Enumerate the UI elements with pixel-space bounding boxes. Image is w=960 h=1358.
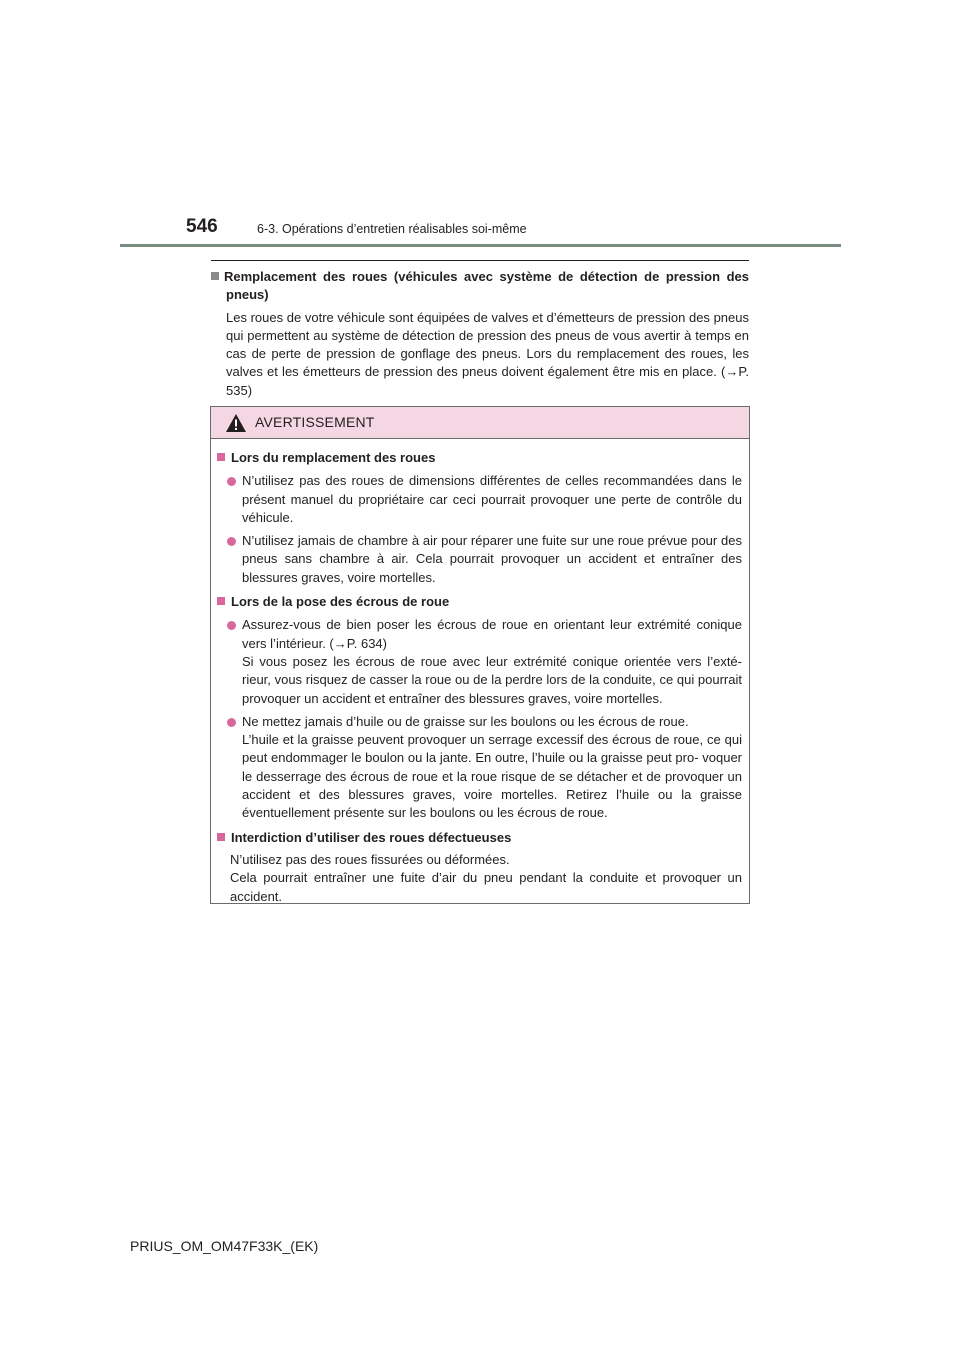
pink-square-icon <box>217 453 225 461</box>
bullet-text: Assurez-vous de bien poser les écrous de roue en orientant leur extrémité conique vers l’intérieur. (→P. 634) <box>242 617 742 651</box>
pink-square-icon <box>217 597 225 605</box>
intro-body: Les roues de votre véhicule sont équipées de valves et d’émetteurs de pression des pneus qui permettent au système de détection de pression des pneus de vous avertir à temps en cas de perte de pression de gonflage des pneus. Lors du remplacement des roues, les valves et les émetteurs de pression des pneus doivent également être mis en place. (→P. 535) <box>226 309 749 398</box>
section-divider <box>211 260 749 261</box>
warning-section-title-text: Interdiction d’utiliser des roues défectueuses <box>231 829 512 845</box>
intro-heading-text: Remplacement des roues (véhicules avec système de détection de pression des pneus) <box>224 269 749 303</box>
warning-bullet <box>217 532 742 587</box>
pink-square-icon <box>217 833 225 841</box>
intro-block <box>211 268 749 400</box>
paragraph-text: Cela pourrait entraîner une fuite d’air du pneu pendant la conduite et provoquer un accident. <box>230 870 742 904</box>
section-title: 6-3. Opérations d’entretien réalisables soi-même <box>257 222 527 236</box>
warning-paragraph <box>217 851 742 906</box>
pink-bullet-icon <box>227 537 236 546</box>
document-code: PRIUS_OM_OM47F33K_(EK) <box>130 1238 319 1254</box>
page-number: 546 <box>186 216 218 237</box>
bullet-text: N’utilisez pas des roues de dimensions différentes de celles recommandées dans le présent manuel du propriétaire car ceci pourrait provoquer une perte de contrôle du véhicule. <box>242 473 742 525</box>
warning-bullet <box>217 713 742 823</box>
pink-bullet-icon <box>227 477 236 486</box>
pink-bullet-icon <box>227 621 236 630</box>
warning-triangle-icon <box>225 413 247 433</box>
bullet-text: N’utilisez jamais de chambre à air pour réparer une fuite sur une roue prévue pour des pneus sans chambre à air. Cela pourrait provoquer un accident et entraîner des blessures graves, voire mortelles. <box>242 533 742 585</box>
warning-section-title-text: Lors du remplacement des roues <box>231 450 436 465</box>
header-rule <box>120 244 841 247</box>
bullet-text: Si vous posez les écrous de roue avec leur extrémité conique orientée vers l’exté- rieur, vous risquez de casser la roue ou de la perdre lors de la conduite, ce qui pourrait provoquer un accident et entraîner des blessures graves, voire mortelles. <box>242 653 742 706</box>
warning-content <box>211 439 749 906</box>
warning-bullet <box>217 472 742 527</box>
warning-section-title <box>217 829 742 847</box>
gray-square-icon <box>211 272 219 280</box>
warning-section-title <box>217 593 742 611</box>
warning-section-title-text: Lors de la pose des écrous de roue <box>231 594 450 610</box>
bullet-text: Ne mettez jamais d’huile ou de graisse sur les boulons ou les écrous de roue. <box>242 713 689 729</box>
warning-section-title <box>217 449 742 467</box>
warning-header <box>211 407 749 439</box>
warning-title: AVERTISSEMENT <box>255 414 375 430</box>
warning-box <box>210 406 750 904</box>
paragraph-text: N’utilisez pas des roues fissurées ou déformées. <box>230 851 510 867</box>
intro-heading <box>211 268 749 305</box>
pink-bullet-icon <box>227 718 236 727</box>
warning-bullet <box>217 616 742 707</box>
bullet-text: L’huile et la graisse peuvent provoquer un serrage excessif des écrous de roue, ce qui peut endommager le boulon ou la jante. En outre, l’huile ou la graisse peut pro- voquer le desserrage des écrous de roue et la roue risque de se détacher et de provoquer un accident et des blessures graves, voire mortelles. Retirez l’huile ou la graisse éventuellement présente sur les boulons ou les écrous de roue. <box>242 732 742 821</box>
